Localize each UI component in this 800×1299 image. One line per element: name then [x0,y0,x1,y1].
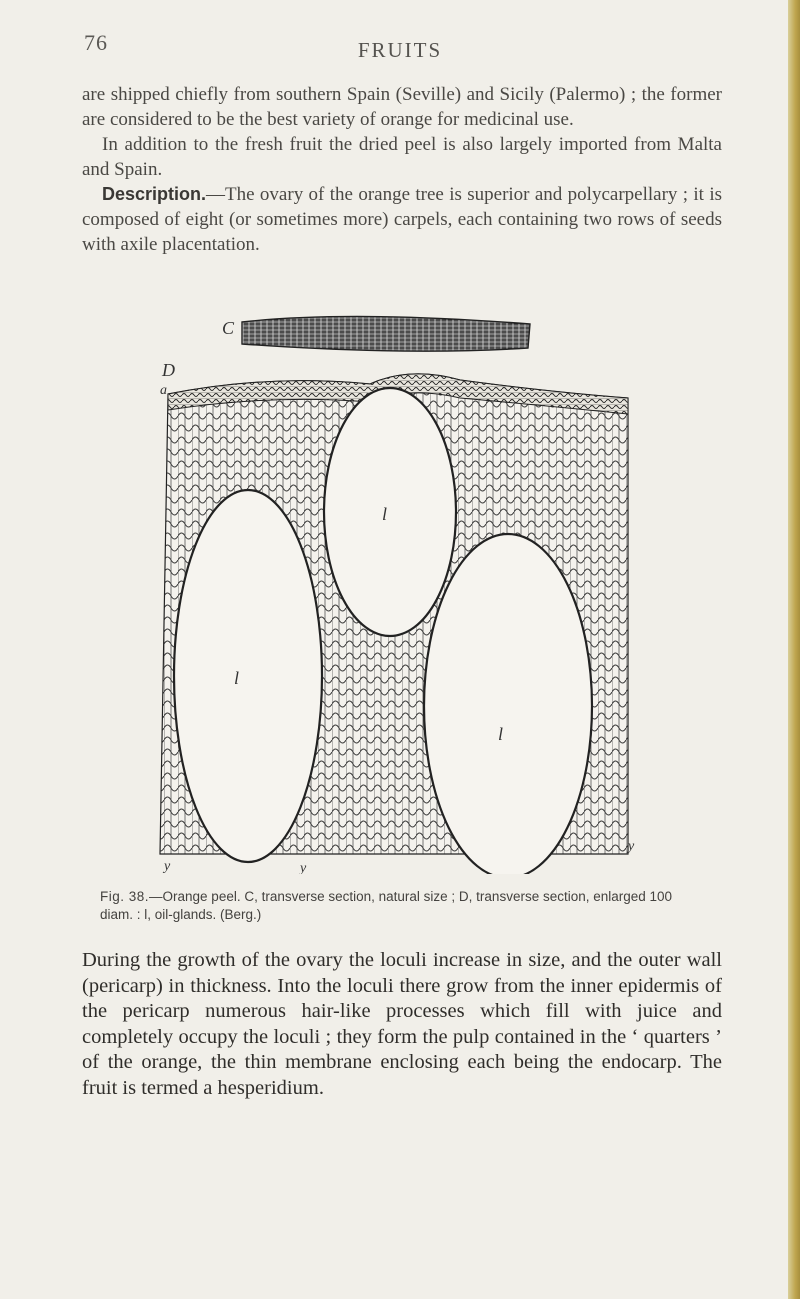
oil-gland-left [174,490,322,862]
label-y-middle: y [300,861,307,874]
label-a: a [160,383,167,398]
description-text: —The ovary of the orange tree is superior and polycarpellary ; it is composed of eight (or sometimes more) carpels, each containing two rows of seeds with axile placentation. [82,184,722,255]
oil-gland-top [324,388,456,636]
caption-text: —Orange peel. C, transverse section, natural size ; D, transverse section, enlarged 100 diam. : l, oil-glands. (Berg.) [100,889,673,922]
oil-gland-right [424,534,592,874]
intro-text [82,82,722,257]
label-l-left: l [234,668,240,688]
figure-caption [100,888,700,924]
figure-illustration [150,314,650,874]
label-y-left: y [164,859,171,874]
paragraph-1: are shipped chiefly from southern Spain (Seville) and Sicily (Palermo) ; the former are considered to be the best variety of orange for medicinal use. [82,84,722,130]
paragraph-3 [82,182,722,257]
running-title: FRUITS [357,38,443,62]
paragraph-4: During the growth of the ovary the loculi increase in size, and the outer wall (pericarp) in thickness. Into the loculi there grow from the inner epidermis of the pericarp numerous hair-like processes which fill with juice and completely occupy the loculi ; they form the pulp contained in the ‘ quarters ’ of the orange, the thin membrane enclosing each being the endocarp. The fruit is termed a hesperidium. [82,949,722,1099]
figure-number: Fig. 38. [100,889,150,904]
label-d: D [162,360,175,380]
body-text [82,948,722,1101]
paragraph-2: In addition to the fresh fruit the dried peel is also largely imported from Malta and Spain. [82,134,722,180]
figure-orange-peel [150,314,650,874]
label-l-top: l [382,504,388,524]
label-y-right: y [628,839,635,854]
page-edge [788,0,800,1299]
page-number: 76 [84,30,108,55]
label-c: C [222,318,235,338]
label-l-right: l [498,724,504,744]
section-c-natural-size [242,316,530,351]
description-heading: Description. [102,184,207,204]
